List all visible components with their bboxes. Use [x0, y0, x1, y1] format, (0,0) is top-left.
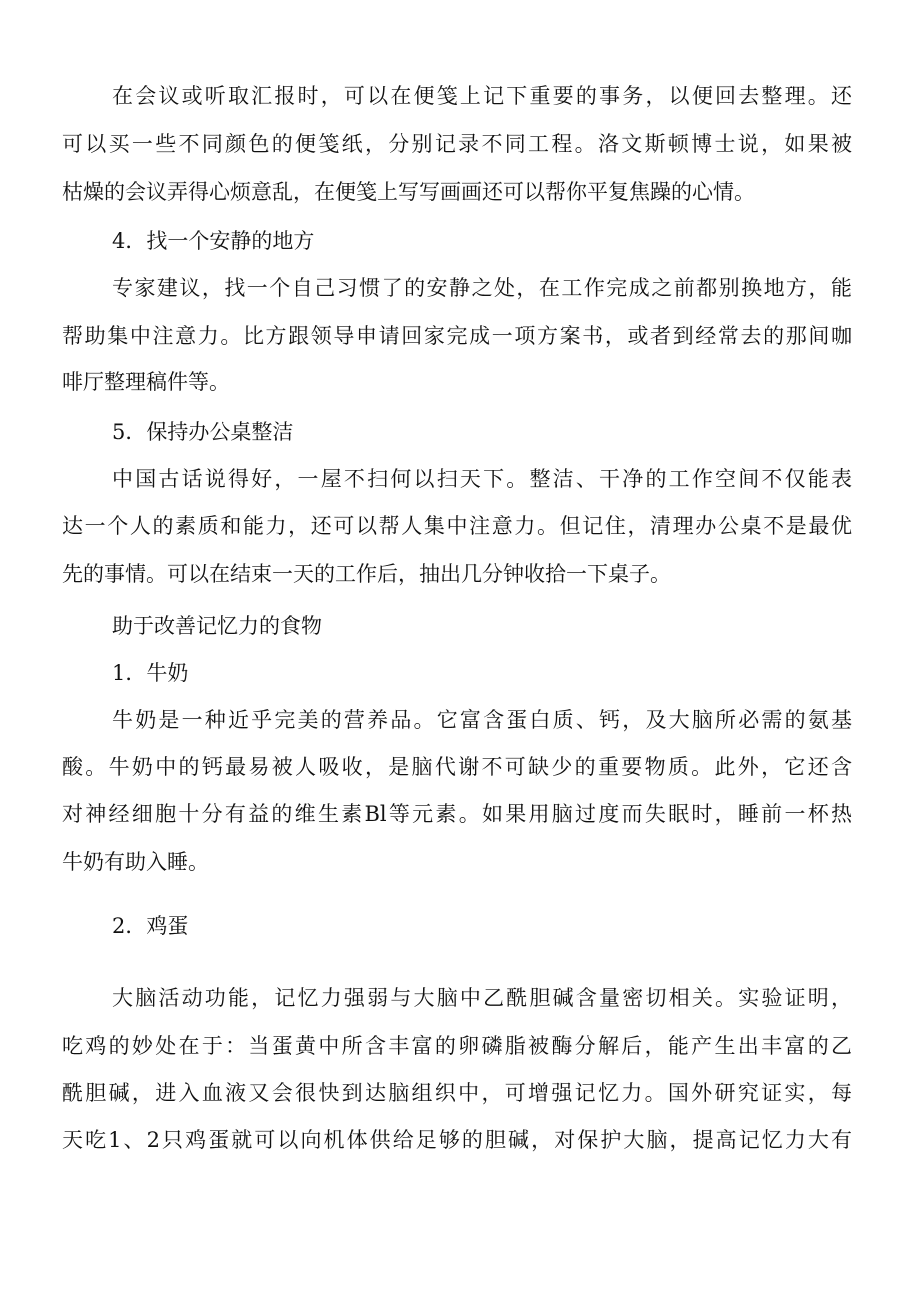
section-heading: 5．保持办公桌整洁	[112, 420, 294, 444]
section-heading: 1．牛奶	[112, 661, 189, 685]
paragraph-line: 先的事情。可以在结束一天的工作后，抽出几分钟收拾一下桌子。	[62, 562, 671, 586]
paragraph-line: 酸。牛奶中的钙最易被人吸收，是脑代谢不可缺少的重要物质。此外，它还含	[62, 755, 852, 779]
paragraph-line: 吃鸡的妙处在于：当蛋黄中所含丰富的卵磷脂被酶分解后，能产生出丰富的乙	[62, 1034, 852, 1058]
paragraph-line: 啡厅整理稿件等。	[62, 370, 230, 394]
paragraph-line: 达一个人的素质和能力，还可以帮人集中注意力。但记住，清理办公桌不是最优	[62, 514, 852, 538]
paragraph-line: 在会议或听取汇报时，可以在便笺上记下重要的事务，以便回去整理。还	[112, 84, 852, 108]
paragraph-line: 枯燥的会议弄得心烦意乱，在便笺上写写画画还可以帮你平复焦躁的心情。	[62, 180, 755, 204]
paragraph-line: 专家建议，找一个自己习惯了的安静之处，在工作完成之前都别换地方，能	[112, 276, 852, 300]
section-heading: 4．找一个安静的地方	[112, 229, 315, 253]
paragraph-line: 可以买一些不同颜色的便笺纸，分别记录不同工程。洛文斯顿博士说，如果被	[62, 132, 852, 156]
section-heading: 2．鸡蛋	[112, 914, 189, 938]
paragraph-line: 对神经细胞十分有益的维生素Bl等元素。如果用脑过度而失眠时，睡前一杯热	[62, 802, 852, 826]
paragraph-line: 大脑活动功能，记忆力强弱与大脑中乙酰胆碱含量密切相关。实验证明，	[112, 986, 852, 1010]
paragraph-line: 酰胆碱，进入血液又会很快到达脑组织中，可增强记忆力。国外研究证实，每	[62, 1081, 852, 1105]
paragraph-line: 天吃1、2只鸡蛋就可以向机体供给足够的胆碱，对保护大脑，提高记忆力大有	[62, 1128, 852, 1152]
paragraph-line: 中国古话说得好，一屋不扫何以扫天下。整洁、干净的工作空间不仅能表	[112, 467, 852, 491]
paragraph-line: 牛奶有助入睡。	[62, 850, 209, 874]
paragraph-line: 帮助集中注意力。比方跟领导申请回家完成一项方案书，或者到经常去的那间咖	[62, 324, 852, 348]
section-subtitle: 助于改善记忆力的食物	[112, 614, 322, 638]
paragraph-line: 牛奶是一种近乎完美的营养品。它富含蛋白质、钙，及大脑所必需的氨基	[112, 708, 852, 732]
